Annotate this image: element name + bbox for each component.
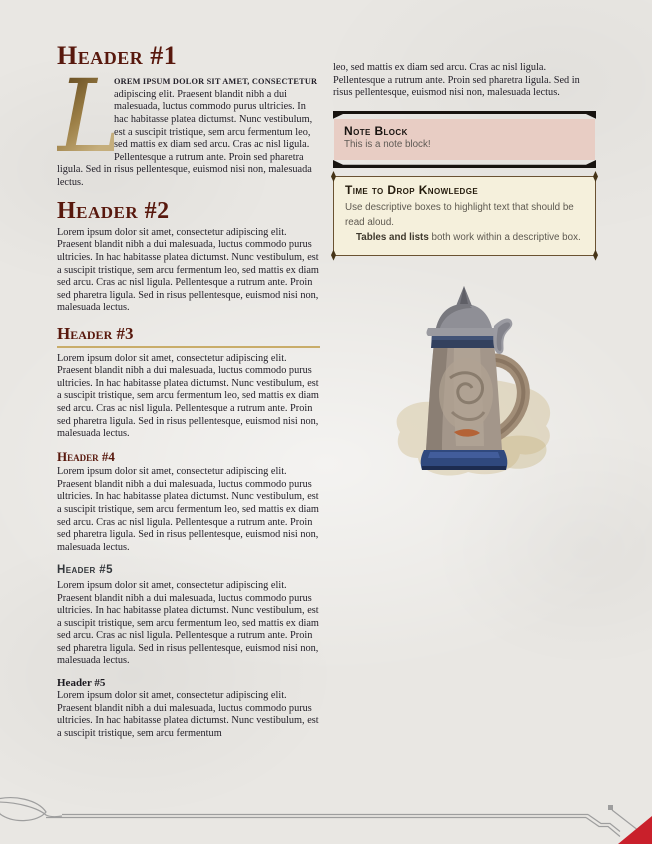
note-block — [333, 111, 596, 168]
footer-step-line-1 — [588, 815, 620, 832]
corner-diamond-icon — [593, 250, 598, 261]
left-column — [57, 42, 320, 742]
intro-paragraph — [57, 58, 320, 189]
header-4-title: Header #4 — [57, 448, 115, 464]
beer-stein-illustration — [370, 282, 560, 487]
descriptive-box-line2 — [345, 230, 584, 245]
header-5-bold-title: Header #5 — [57, 677, 106, 690]
body-paragraph: Lorem ipsum dolor sit amet, consectetur adipiscing elit. Praesent blandit nibh a dui malesuada, luctus commodo purus ultricies. In hac habitasse platea dictumst. Nunc vestibulum, est a suscipit tristique, sem arcu fermentum leo, sed mattis ex diam sed arcu. Cras ac nisl ligula. Pellentesque a rutrum ante. Proin sed pharetra ligula. Sed in risus pellentesque, euismod nisi non, malesuada lectus. — [57, 226, 319, 314]
descriptive-box — [333, 176, 596, 256]
note-title: Note Block — [344, 123, 408, 138]
corner-diamond-icon — [331, 250, 336, 261]
header-3-title: Header #3 — [57, 325, 320, 348]
note-scroll-bar-bottom — [333, 160, 596, 168]
header-5-title: Header #5 — [57, 564, 113, 577]
illustration-container — [333, 282, 596, 487]
descriptive-box-body — [345, 200, 584, 245]
page-content — [57, 42, 596, 742]
header-1-title: Header #1 — [57, 41, 178, 70]
body-paragraph: Lorem ipsum dolor sit amet, consectetur adipiscing elit. Praesent blandit nibh a dui malesuada, luctus commodo purus ultricies. In hac habitasse platea dictumst. Nunc vestibulum, est a suscipit tristique, sem arcu fermentum leo, sed mattis ex diam sed arcu. Cras ac nisl ligula. Pellentesque a rutrum ante. Proin sed pharetra ligula. Sed in risus pellentesque, euismod nisi non, malesuada lectus. — [57, 352, 319, 440]
page-corner-triangle — [618, 816, 652, 844]
right-column — [333, 42, 596, 742]
note-scroll-bar-top — [333, 111, 596, 119]
stein-base-highlight — [428, 452, 500, 458]
footer-ornament — [0, 790, 652, 844]
footer-leaf-icon — [0, 798, 46, 821]
footer-leaf-vein — [0, 802, 62, 817]
body-paragraph: Lorem ipsum dolor sit amet, consectetur adipiscing elit. Praesent blandit nibh a dui malesuada, luctus commodo purus ultricies. In hac habitasse platea dictumst. Nunc vestibulum, est a suscipit tristique, sem arcu fermentum leo, sed mattis ex diam sed arcu. Cras ac nisl ligula. Pellentesque a rutrum ante. Proin sed pharetra ligula. Sed in risus pellentesque, euismod nisi non, malesuada lectus. — [57, 579, 319, 667]
note-body: This is a note block! — [344, 139, 431, 151]
footer-square-dot — [608, 805, 613, 810]
stein-lid-rim — [426, 328, 501, 336]
dropcap-letter: L — [57, 58, 124, 176]
intro-body-text: adipiscing elit. Praesent blandit nibh a dui malesuada, luctus commodo purus ultricies. In hac habitasse platea dictumst. Nunc vestibulum, est a suscipit tristique, sem arcu fermentum leo, sed mattis ex diam sed arcu. Cras ac nisl ligula. Pellentesque a rutrum ante. Proin sed pharetra ligula. Sed in risus pellentesque, euismod nisi non, malesuada lectus. — [57, 88, 313, 189]
descriptive-box-line2-text: both work within a descriptive box. — [428, 231, 581, 243]
corner-diamond-icon — [593, 171, 598, 182]
descriptive-box-line1: Use descriptive boxes to highlight text that should be read aloud. — [345, 201, 574, 228]
intro-lead-smallcaps: OREM IPSUM DOLOR SIT AMET, CONSECTETUR — [114, 77, 318, 87]
continuation-paragraph: leo, sed mattis ex diam sed arcu. Cras ac nisl ligula. Pellentesque a rutrum ante. Proin sed pharetra ligula. Sed in risus pellentesque, euismod nisi non, malesuada lectus. — [333, 62, 580, 99]
body-paragraph: Lorem ipsum dolor sit amet, consectetur adipiscing elit. Praesent blandit nibh a dui malesuada, luctus commodo purus ultricies. In hac habitasse platea dictumst. Nunc vestibulum, est a suscipit tristique, sem arcu fermentum leo, sed mattis ex diam sed arcu. Cras ac nisl ligula. Pellentesque a rutrum ante. Proin sed pharetra ligula. Sed in risus pellentesque, euismod nisi non, malesuada lectus. — [57, 466, 319, 553]
body-paragraph-truncated: Lorem ipsum dolor sit amet, consectetur adipiscing elit. Praesent blandit nibh a dui malesuada, luctus commodo purus ultricies. In hac habitasse platea dictumst. Nunc vestibulum, est a suscipit tristique, sem arcu fermentum — [57, 690, 319, 739]
stein-base-shadow — [422, 466, 506, 470]
descriptive-box-title: Time to Drop Knowledge — [345, 182, 479, 197]
note-inner — [334, 119, 595, 160]
header-2-title: Header #2 — [57, 197, 170, 224]
descriptive-box-bold-lead: Tables and lists — [356, 231, 429, 243]
corner-diamond-icon — [331, 171, 336, 182]
